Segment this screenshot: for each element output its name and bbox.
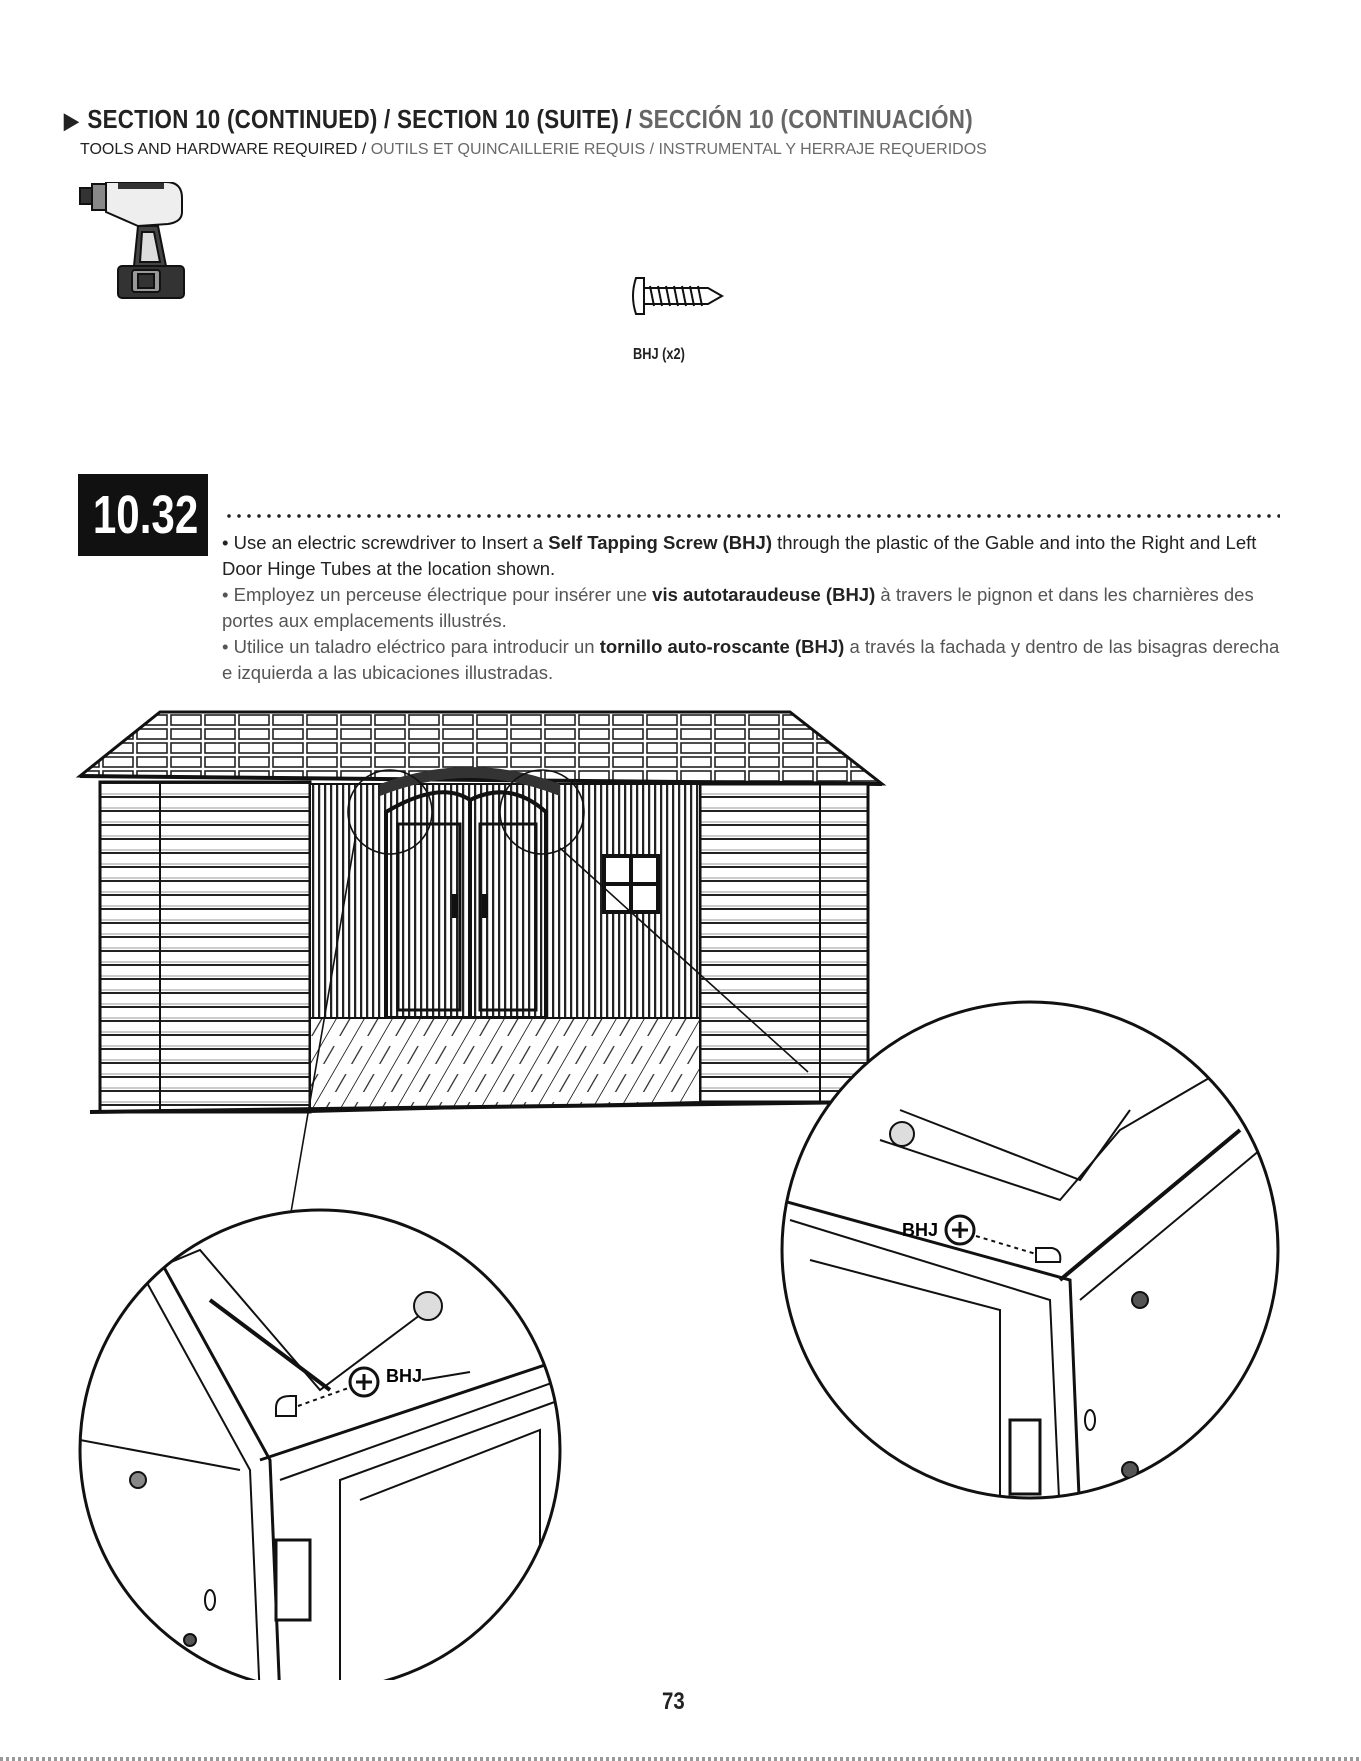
section-title [64,104,1139,135]
bhj-screw-right-icon [946,1216,974,1244]
tools-en: TOOLS AND HARDWARE REQUIRED / [80,141,367,158]
page-number: 73 [662,1688,685,1715]
title-es: SECCIÓN 10 (CONTINUACIÓN) [638,104,973,134]
title-en: SECTION 10 (CONTINUED) / [87,104,391,134]
right-detail-callout [780,1002,1278,1520]
dotted-divider [224,512,1280,520]
instruction-fr: • Employez un perceuse électrique pour insérer une vis autotaraudeuse (BHJ) à travers le pignon et dans les charnières des portes aux emplacements illustrés. [222,584,1254,631]
step-instructions [222,530,1282,686]
right-callout-label: BHJ [902,1220,939,1240]
section-header [64,104,1314,159]
bhj-screw-left-icon [350,1368,378,1396]
title-fr: SECTION 10 (SUITE) / [397,104,633,134]
self-tapping-screw-icon [630,276,726,321]
shed-assembly-illustration [0,700,1361,1680]
tools-fr: OUTILS ET QUINCAILLERIE REQUIS / [370,141,655,158]
bottom-border [0,1757,1361,1761]
shed-drawing [80,712,882,1218]
instruction-es: • Utilice un taladro eléctrico para introducir un tornillo auto-roscante (BHJ) a través la fachada y dentro de las bisagras derecha e izquierda a las ubicaciones illustradas. [222,636,1280,683]
left-callout-label: BHJ [386,1366,423,1386]
play-arrow-icon: ▶ [64,108,79,133]
tools-required-line [80,141,1314,159]
instruction-en: • Use an electric screwdriver to Insert a Self Tapping Screw (BHJ) through the plastic of the Gable and into the Right and Left Door Hinge Tubes at the location shown. [222,532,1257,579]
left-detail-callout [80,1210,560,1680]
tools-es: INSTRUMENTAL Y HERRAJE REQUERIDOS [658,141,987,158]
step-number-badge [78,474,208,556]
electric-drill-icon [78,182,188,307]
screw-label: BHJ (x2) [633,346,685,363]
step-number: 10.32 [92,485,199,545]
